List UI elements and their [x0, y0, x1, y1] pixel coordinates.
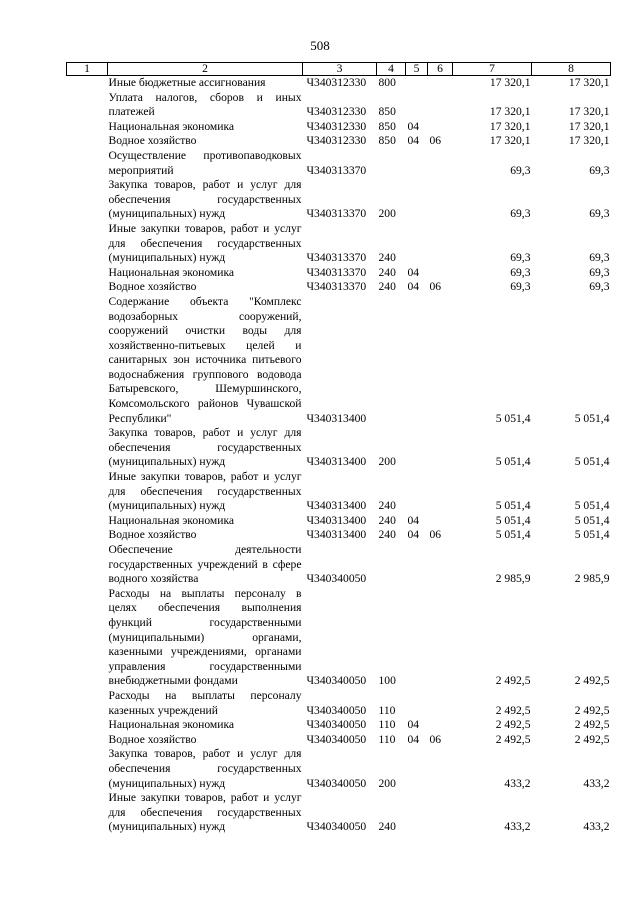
row-amount-col-8: 2 492,5	[574, 718, 610, 732]
table-row	[67, 222, 611, 266]
row-name: Водное хозяйство	[108, 134, 197, 148]
row-section	[406, 76, 428, 91]
row-amount-col-7: 433,2	[504, 820, 531, 834]
table-row	[67, 587, 611, 689]
row-name: Национальная экономика	[108, 265, 235, 279]
row-amount-col-8: 2 985,9	[574, 572, 610, 586]
cell-col-1	[67, 426, 108, 470]
row-name: Закупка товаров, работ и услуг для обеспечения государственных (муниципальных) нужд	[108, 178, 302, 221]
page-number: 508	[310, 38, 330, 53]
row-amount-col-7: 2 492,5	[495, 732, 531, 746]
row-amount-col-8: 2 492,5	[574, 732, 610, 746]
table-row	[67, 747, 611, 791]
row-subsection: 06	[429, 134, 442, 148]
table-row	[67, 543, 611, 587]
row-target-code: Ч340340050	[306, 674, 367, 688]
cell-col-1	[67, 266, 108, 281]
header-col-2: 2	[108, 63, 303, 76]
row-subsection	[428, 514, 453, 529]
row-amount-col-8: 5 051,4	[574, 455, 610, 469]
table-row	[67, 426, 611, 470]
row-section: 04	[407, 513, 420, 527]
row-subsection	[428, 587, 453, 689]
row-amount-col-7: 5 051,4	[495, 499, 531, 513]
row-subsection	[428, 718, 453, 733]
header-col-8: 8	[532, 63, 611, 76]
row-target-code: Ч340312330	[306, 134, 367, 148]
table-row	[67, 733, 611, 748]
row-subsection	[428, 222, 453, 266]
header-col-1: 1	[67, 63, 108, 76]
row-amount-col-7: 5 051,4	[495, 528, 531, 542]
row-subsection	[428, 747, 453, 791]
row-amount-col-7: 2 492,5	[495, 674, 531, 688]
header-row	[67, 63, 611, 76]
row-name: Иные закупки товаров, работ и услуг для обеспечения государственных (муниципальных) нужд	[108, 470, 302, 513]
table-row	[67, 266, 611, 281]
row-section	[406, 587, 428, 689]
cell-col-1	[67, 733, 108, 748]
row-name: Закупка товаров, работ и услуг для обеспечения государственных (муниципальных) нужд	[108, 747, 302, 790]
row-expense-type	[377, 149, 406, 178]
row-name: Обеспечение деятельности государственных учреждений в сфере водного хозяйства	[108, 543, 302, 586]
row-target-code: Ч340340050	[306, 776, 367, 790]
row-target-code: Ч340340050	[306, 572, 367, 586]
row-subsection: 06	[429, 528, 442, 542]
cell-col-1	[67, 470, 108, 514]
table-row	[67, 295, 611, 426]
row-expense-type: 240	[378, 528, 396, 542]
row-section	[406, 91, 428, 120]
row-subsection	[428, 295, 453, 426]
cell-col-1	[67, 514, 108, 529]
table-row	[67, 718, 611, 733]
row-amount-col-7: 2 492,5	[495, 718, 531, 732]
header-col-3: 3	[303, 63, 377, 76]
row-target-code: Ч340313370	[306, 251, 367, 265]
row-amount-col-8: 17 320,1	[568, 119, 610, 133]
row-expense-type: 110	[378, 703, 396, 717]
cell-col-1	[67, 76, 108, 91]
row-amount-col-7: 17 320,1	[489, 76, 531, 89]
row-amount-col-7: 69,3	[510, 251, 531, 265]
row-target-code: Ч340313400	[306, 455, 367, 469]
row-expense-type: 240	[378, 513, 396, 527]
cell-col-1	[67, 295, 108, 426]
cell-col-1	[67, 134, 108, 149]
row-amount-col-8: 433,2	[583, 776, 610, 790]
cell-col-1	[67, 222, 108, 266]
row-amount-col-8: 2 492,5	[574, 703, 610, 717]
row-expense-type: 100	[378, 674, 396, 688]
cell-col-1	[67, 528, 108, 543]
row-amount-col-7: 17 320,1	[489, 119, 531, 133]
row-subsection: 06	[429, 732, 442, 746]
row-name: Закупка товаров, работ и услуг для обеспечения государственных (муниципальных) нужд	[108, 426, 302, 469]
row-expense-type	[377, 295, 406, 426]
row-section: 04	[407, 280, 420, 294]
row-amount-col-8: 69,3	[589, 265, 610, 279]
row-amount-col-8: 17 320,1	[568, 76, 610, 89]
row-section	[406, 747, 428, 791]
row-name: Национальная экономика	[108, 718, 235, 732]
row-amount-col-7: 5 051,4	[495, 513, 531, 527]
cell-col-1	[67, 747, 108, 791]
row-target-code: Ч340313400	[306, 411, 367, 425]
row-expense-type: 850	[378, 105, 396, 119]
cell-col-1	[67, 120, 108, 135]
row-name: Расходы на выплаты персоналу в целях обеспечения выполнения функций государственными (муниципальными) органами, казенными учреждениями, органами управления государственными внебюджетными фондами	[108, 586, 302, 688]
row-section	[406, 791, 428, 835]
budget-table	[66, 62, 611, 835]
row-amount-col-7: 69,3	[510, 265, 531, 279]
row-expense-type: 240	[378, 280, 396, 294]
row-subsection	[428, 178, 453, 222]
row-name: Иные бюджетные ассигнования	[108, 76, 266, 89]
row-subsection	[428, 426, 453, 470]
row-name: Водное хозяйство	[108, 732, 197, 746]
row-section	[406, 149, 428, 178]
table-row	[67, 514, 611, 529]
row-section: 04	[407, 718, 420, 732]
row-target-code: Ч340340050	[306, 732, 367, 746]
table-row	[67, 178, 611, 222]
header-col-6: 6	[428, 63, 453, 76]
table-header	[67, 63, 611, 76]
row-expense-type: 240	[378, 251, 396, 265]
cell-col-1	[67, 543, 108, 587]
table-row	[67, 134, 611, 149]
row-subsection: 06	[429, 280, 442, 294]
row-section	[406, 470, 428, 514]
row-subsection	[428, 689, 453, 718]
row-amount-col-8: 5 051,4	[574, 513, 610, 527]
cell-col-1	[67, 91, 108, 120]
row-amount-col-7: 17 320,1	[489, 134, 531, 148]
table-row	[67, 791, 611, 835]
row-amount-col-7: 69,3	[510, 163, 531, 177]
row-subsection	[428, 76, 453, 91]
row-name: Водное хозяйство	[108, 280, 197, 294]
row-target-code: Ч340313400	[306, 513, 367, 527]
header-col-5: 5	[406, 63, 428, 76]
row-section: 04	[407, 265, 420, 279]
row-name: Национальная экономика	[108, 119, 235, 133]
row-target-code: Ч340313370	[306, 163, 367, 177]
table-row	[67, 76, 611, 91]
row-amount-col-7: 2 985,9	[495, 572, 531, 586]
row-subsection	[428, 120, 453, 135]
row-name: Национальная экономика	[108, 513, 235, 527]
row-subsection	[428, 470, 453, 514]
row-target-code: Ч340312330	[306, 105, 367, 119]
row-amount-col-8: 5 051,4	[574, 411, 610, 425]
row-target-code: Ч340313400	[306, 499, 367, 513]
row-amount-col-7: 5 051,4	[495, 455, 531, 469]
row-target-code: Ч340312330	[306, 119, 367, 133]
cell-col-1	[67, 689, 108, 718]
row-subsection	[428, 91, 453, 120]
row-section: 04	[407, 528, 420, 542]
row-expense-type: 800	[378, 76, 396, 89]
row-target-code: Ч340313370	[306, 265, 367, 279]
row-section: 04	[407, 119, 420, 133]
row-target-code: Ч340340050	[306, 820, 367, 834]
row-amount-col-7: 2 492,5	[495, 703, 531, 717]
header-col-4: 4	[377, 63, 406, 76]
row-section	[406, 295, 428, 426]
row-expense-type: 850	[378, 119, 396, 133]
row-name: Уплата налогов, сборов и иных платежей	[108, 90, 302, 119]
row-subsection	[428, 791, 453, 835]
cell-col-1	[67, 718, 108, 733]
row-amount-col-7: 433,2	[504, 776, 531, 790]
table-body	[67, 76, 611, 835]
row-amount-col-8: 69,3	[589, 207, 610, 221]
row-target-code: Ч340313370	[306, 207, 367, 221]
cell-col-1	[67, 587, 108, 689]
row-name: Иные закупки товаров, работ и услуг для обеспечения государственных (муниципальных) нужд	[108, 221, 302, 265]
row-subsection	[428, 266, 453, 281]
row-section: 04	[407, 732, 420, 746]
table-row	[67, 470, 611, 514]
row-target-code: Ч340313400	[306, 528, 367, 542]
row-section	[406, 543, 428, 587]
row-name: Водное хозяйство	[108, 528, 197, 542]
row-amount-col-7: 69,3	[510, 207, 531, 221]
row-amount-col-8: 69,3	[589, 163, 610, 177]
row-name: Расходы на выплаты персоналу казенных учреждений	[108, 688, 302, 717]
row-subsection	[428, 543, 453, 587]
row-expense-type: 240	[378, 820, 396, 834]
row-section	[406, 178, 428, 222]
table-row	[67, 689, 611, 718]
row-amount-col-8: 2 492,5	[574, 674, 610, 688]
row-expense-type: 240	[378, 265, 396, 279]
row-expense-type: 200	[378, 776, 396, 790]
row-expense-type: 200	[378, 455, 396, 469]
row-amount-col-7: 69,3	[510, 280, 531, 294]
row-name: Иные закупки товаров, работ и услуг для обеспечения государственных (муниципальных) нужд	[108, 791, 302, 834]
row-name: Осуществление противопаводковых мероприятий	[108, 148, 302, 177]
row-expense-type: 110	[378, 718, 396, 732]
row-expense-type: 850	[378, 134, 396, 148]
row-target-code: Ч340312330	[306, 76, 367, 89]
table-row	[67, 528, 611, 543]
row-section	[406, 426, 428, 470]
row-expense-type: 110	[378, 732, 396, 746]
table-row	[67, 120, 611, 135]
row-subsection	[428, 149, 453, 178]
row-target-code: Ч340340050	[306, 718, 367, 732]
cell-col-1	[67, 791, 108, 835]
row-expense-type: 200	[378, 207, 396, 221]
row-amount-col-7: 5 051,4	[495, 411, 531, 425]
row-amount-col-8: 433,2	[583, 820, 610, 834]
header-col-7: 7	[453, 63, 532, 76]
row-amount-col-8: 5 051,4	[574, 528, 610, 542]
cell-col-1	[67, 178, 108, 222]
row-name: Содержание объекта "Комплекс водозаборных сооружений, сооружений очистки воды для хозяйственно-питьевых целей и санитарных зон источника питьевого водоснабжения группового водовода Батыревского, Шемуршинского, Комсомольского районов Чувашской Республики"	[108, 294, 302, 425]
table-row	[67, 149, 611, 178]
row-section	[406, 222, 428, 266]
row-section	[406, 689, 428, 718]
row-amount-col-8: 5 051,4	[574, 499, 610, 513]
row-amount-col-7: 17 320,1	[489, 105, 531, 119]
row-section: 04	[407, 134, 420, 148]
cell-col-1	[67, 149, 108, 178]
row-amount-col-8: 69,3	[589, 251, 610, 265]
row-expense-type	[377, 543, 406, 587]
row-amount-col-8: 17 320,1	[568, 105, 610, 119]
row-expense-type: 240	[378, 499, 396, 513]
table-row	[67, 280, 611, 295]
row-target-code: Ч340340050	[306, 703, 367, 717]
cell-col-1	[67, 280, 108, 295]
row-target-code: Ч340313370	[306, 280, 367, 294]
table-row	[67, 91, 611, 120]
row-amount-col-8: 69,3	[589, 280, 610, 294]
row-amount-col-8: 17 320,1	[568, 134, 610, 148]
